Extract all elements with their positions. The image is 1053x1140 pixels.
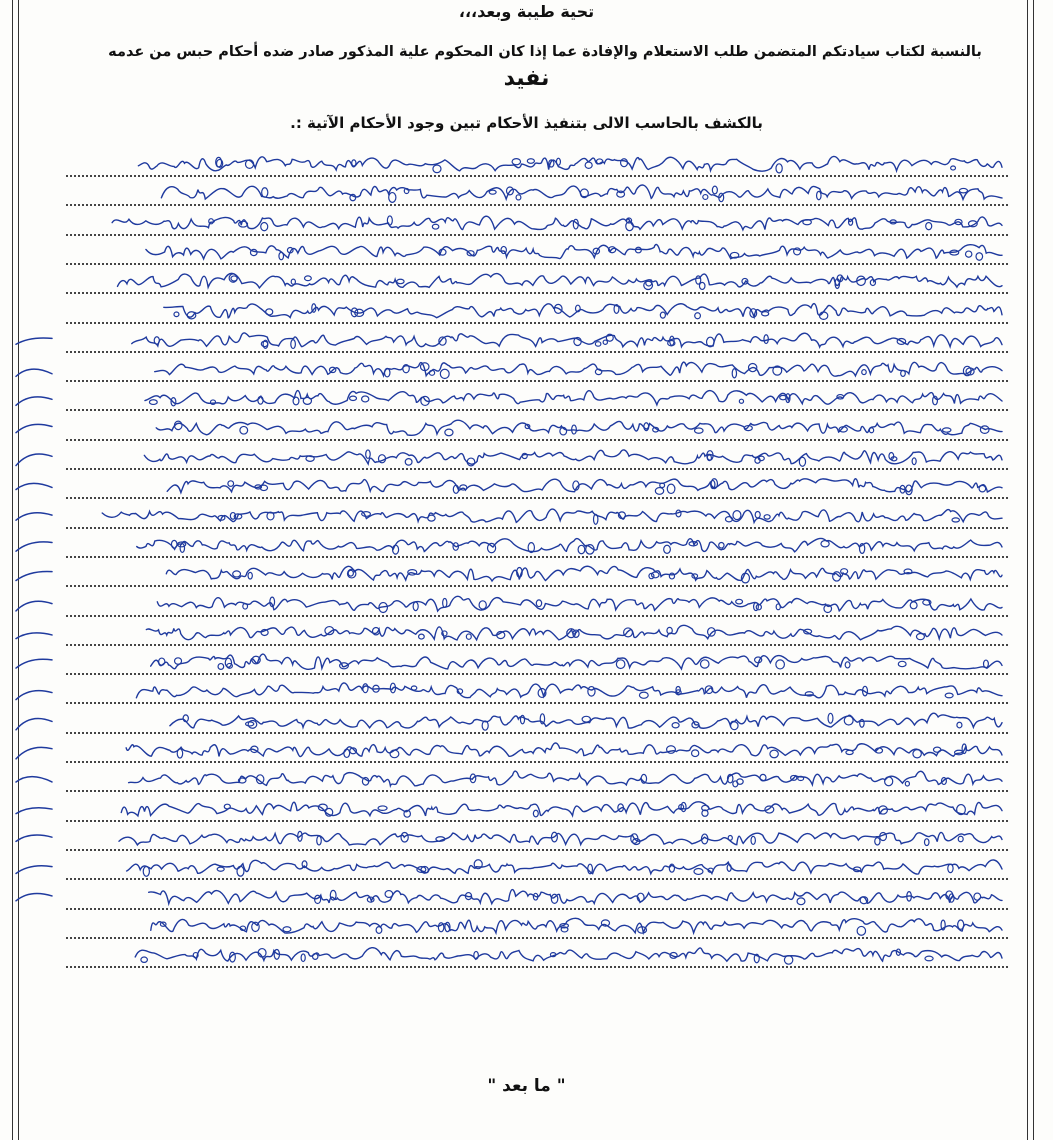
handwritten-record-row [36, 386, 1016, 415]
handwriting-scribble [76, 678, 1006, 702]
handwriting-scribble [76, 385, 1006, 409]
handwritten-record-row [36, 299, 1016, 328]
dotted-rule [66, 878, 1008, 880]
margin-annotation-mark [12, 505, 58, 529]
dotted-rule [66, 204, 1008, 206]
handwriting-scribble [76, 239, 1006, 263]
dotted-rule [66, 497, 1008, 499]
handwritten-record-row [36, 797, 1016, 826]
margin-annotation-mark [12, 768, 58, 792]
handwritten-record-row [36, 445, 1016, 474]
handwriting-scribble [76, 298, 1006, 322]
margin-annotation-mark [12, 680, 58, 704]
margin-annotation-mark [12, 446, 58, 470]
margin-annotation-mark [12, 329, 58, 353]
handwritten-record-row [36, 474, 1016, 503]
dotted-rule [66, 468, 1008, 470]
margin-annotation-mark [12, 856, 58, 880]
dotted-rule [66, 263, 1008, 265]
dotted-rule [66, 409, 1008, 411]
page-border-line [1033, 0, 1034, 1140]
handwriting-scribble [76, 854, 1006, 878]
handwritten-record-row [36, 650, 1016, 679]
dotted-rule [66, 790, 1008, 792]
handwritten-record-row [36, 152, 1016, 181]
handwriting-scribble [76, 268, 1006, 292]
handwritten-record-row [36, 855, 1016, 884]
handwritten-record-row [36, 709, 1016, 738]
handwriting-scribble [76, 737, 1006, 761]
margin-annotation-mark [12, 358, 58, 382]
handwriting-scribble [76, 503, 1006, 527]
handwriting-scribble [76, 825, 1006, 849]
handwritten-record-row [36, 416, 1016, 445]
dotted-rule [66, 732, 1008, 734]
handwritten-record-row [36, 240, 1016, 269]
margin-annotation-mark [12, 593, 58, 617]
dotted-rule [66, 615, 1008, 617]
handwriting-scribble [76, 649, 1006, 673]
margin-annotation-mark [12, 387, 58, 411]
dotted-rule [66, 966, 1008, 968]
dotted-rule [66, 937, 1008, 939]
dotted-rule [66, 702, 1008, 704]
dotted-rule [66, 673, 1008, 675]
page-border-line [1027, 0, 1028, 1140]
handwritten-record-row [36, 211, 1016, 240]
handwriting-scribble [76, 561, 1006, 585]
margin-annotation-mark [12, 710, 58, 734]
margin-annotation-mark [12, 827, 58, 851]
handwritten-record-row [36, 767, 1016, 796]
handwriting-scribble [76, 415, 1006, 439]
dotted-rule [66, 849, 1008, 851]
handwritten-record-row [36, 533, 1016, 562]
handwritten-record-row [36, 328, 1016, 357]
margin-annotation-mark [12, 417, 58, 441]
handwriting-scribble [76, 327, 1006, 351]
dotted-rule [66, 292, 1008, 294]
greeting-heading: تحية طيبة وبعد،،، [458, 2, 595, 21]
dotted-rule [66, 175, 1008, 177]
handwriting-scribble [76, 180, 1006, 204]
handwriting-scribble [76, 444, 1006, 468]
handwriting-scribble [76, 591, 1006, 615]
dotted-rule [66, 439, 1008, 441]
dotted-rule [66, 556, 1008, 558]
handwriting-scribble [76, 913, 1006, 937]
handwritten-record-row [36, 738, 1016, 767]
handwritten-record-row [36, 943, 1016, 972]
handwritten-record-row [36, 885, 1016, 914]
status-heading: نفيد [503, 66, 550, 91]
dotted-rule [66, 820, 1008, 822]
handwritten-record-row [36, 826, 1016, 855]
margin-annotation-mark [12, 475, 58, 499]
handwritten-record-row [36, 914, 1016, 943]
dotted-rule [66, 234, 1008, 236]
margin-annotation-mark [12, 622, 58, 646]
handwritten-record-row [36, 621, 1016, 650]
handwriting-scribble [76, 884, 1006, 908]
margin-annotation-mark [12, 651, 58, 675]
dotted-rule [66, 527, 1008, 529]
handwritten-record-row [36, 181, 1016, 210]
handwriting-scribble [76, 473, 1006, 497]
dotted-rule [66, 644, 1008, 646]
handwriting-scribble [76, 532, 1006, 556]
dotted-rule [66, 908, 1008, 910]
handwritten-record-row [36, 357, 1016, 386]
dotted-rule [66, 351, 1008, 353]
dotted-rule [66, 761, 1008, 763]
margin-annotation-mark [12, 534, 58, 558]
handwriting-scribble [76, 708, 1006, 732]
handwritten-record-row [36, 504, 1016, 533]
handwritten-record-row [36, 562, 1016, 591]
handwriting-scribble [76, 620, 1006, 644]
margin-annotation-mark [12, 798, 58, 822]
dotted-rule [66, 585, 1008, 587]
margin-annotation-mark [12, 739, 58, 763]
handwriting-scribble [76, 766, 1006, 790]
reference-paragraph: بالنسبة لكتاب سيادتكم المتضمن طلب الاستعلام والإفادة عما إذا كان المحكوم علية المذكور صادر ضده أحكام حبس من عدمه [108, 44, 982, 60]
handwriting-scribble [76, 210, 1006, 234]
handwritten-record-row [36, 679, 1016, 708]
footer-continuation: " ما بعد " [487, 1076, 566, 1096]
dotted-rule [66, 380, 1008, 382]
handwritten-record-row [36, 592, 1016, 621]
handwriting-scribble [76, 151, 1006, 175]
handwriting-scribble [76, 942, 1006, 966]
margin-annotation-mark [12, 886, 58, 910]
handwritten-records-list [36, 152, 1016, 1032]
handwritten-record-row [36, 269, 1016, 298]
margin-annotation-mark [12, 563, 58, 587]
dotted-rule [66, 322, 1008, 324]
intro-paragraph: بالكشف بالحاسب الالى بتنفيذ الأحكام تبين وجود الأحكام الآتية :. [290, 114, 763, 132]
handwriting-scribble [76, 796, 1006, 820]
handwriting-scribble [76, 356, 1006, 380]
